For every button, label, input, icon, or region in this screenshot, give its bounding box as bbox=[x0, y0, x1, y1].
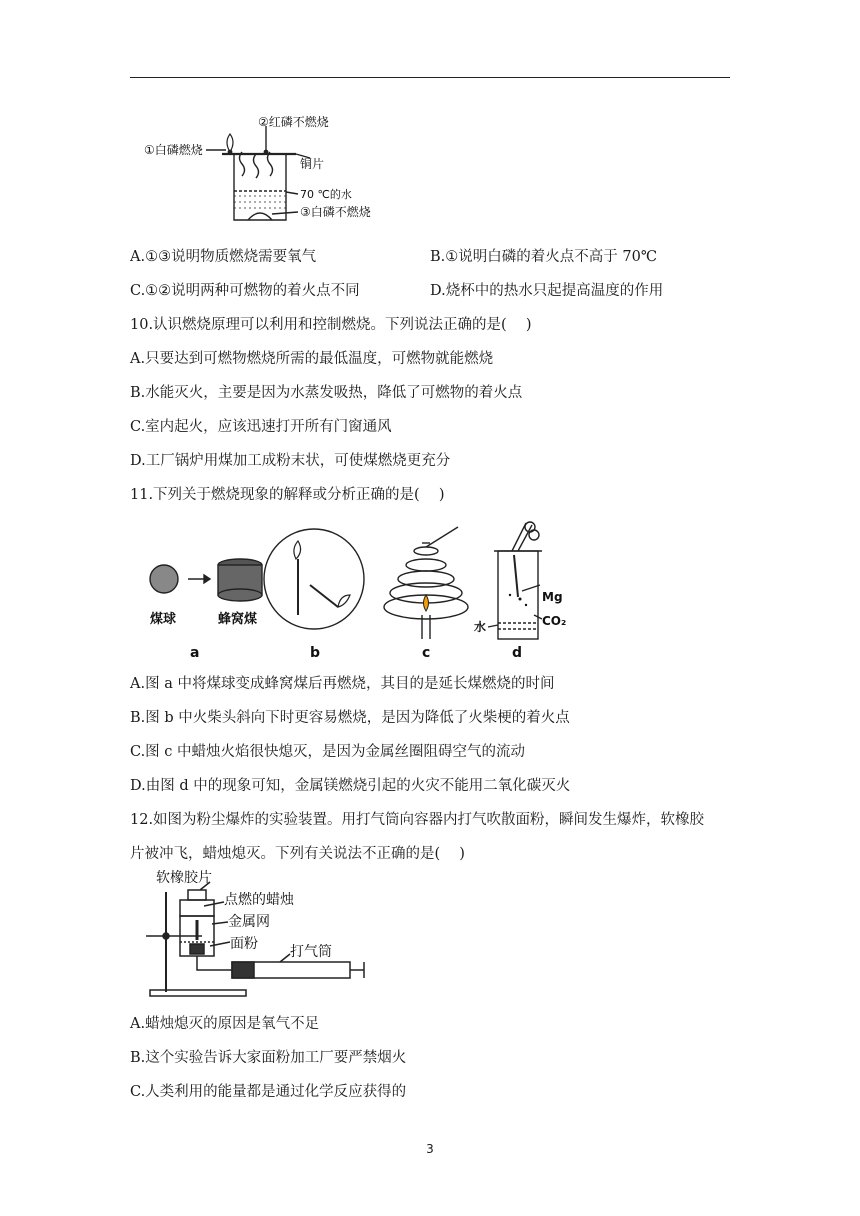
q12-option-c: C.人类利用的能量都是通过化学反应获得的 bbox=[130, 1084, 407, 1100]
q11-option-b: B.图 b 中火柴头斜向下时更容易燃烧，是因为降低了火柴梗的着火点 bbox=[130, 710, 570, 726]
q9-option-d: D.烧杯中的热水只起提高温度的作用 bbox=[430, 283, 664, 299]
q9-option-b: B.①说明白磷的着火点不高于 70℃ bbox=[430, 249, 658, 265]
q10-option-a: A.只要达到可燃物燃烧所需的最低温度，可燃物就能燃烧 bbox=[130, 351, 494, 367]
label-water: 水 bbox=[474, 620, 487, 634]
q12-option-a: A.蜡烛熄灭的原因是氧气不足 bbox=[130, 1016, 320, 1032]
q10-option-b: B.水能灭火，主要是因为水蒸发吸热，降低了可燃物的着火点 bbox=[130, 385, 523, 401]
q10-option-c: C.室内起火，应该迅速打开所有门窗通风 bbox=[130, 419, 392, 435]
figure-dust-explosion bbox=[140, 866, 370, 1000]
label-rubber-sheet: 软橡胶片 bbox=[156, 870, 212, 886]
figure-phosphorus-experiment bbox=[138, 112, 378, 228]
q9-option-c: C.①②说明两种可燃物的着火点不同 bbox=[130, 283, 360, 299]
q10-option-d: D.工厂锅炉用煤加工成粉末状，可使煤燃烧更充分 bbox=[130, 453, 451, 469]
label-honeycomb-coal: 蜂窝煤 bbox=[218, 612, 258, 627]
header-rule bbox=[130, 77, 730, 78]
label-co2: CO₂ bbox=[542, 614, 567, 628]
label-mg: Mg bbox=[542, 590, 563, 604]
page-number: 3 bbox=[426, 1142, 434, 1156]
q11-option-d: D.由图 d 中的现象可知，金属镁燃烧引起的火灾不能用二氧化碳灭火 bbox=[130, 778, 571, 794]
q11-option-c: C.图 c 中蜡烛火焰很快熄灭，是因为金属丝圈阻碍空气的流动 bbox=[130, 744, 526, 760]
figure-combustion-phenomena bbox=[138, 515, 578, 665]
q11-stem: 11.下列关于燃烧现象的解释或分析正确的是( ) bbox=[130, 487, 445, 503]
q12-stem-line-1: 12.如图为粉尘爆炸的实验装置。用打气筒向容器内打气吹散面粉，瞬间发生爆炸，软橡胶 bbox=[130, 812, 705, 828]
caption-b: b bbox=[310, 645, 321, 661]
q12-stem-line-2: 片被冲飞，蜡烛熄灭。下列有关说法不正确的是( ) bbox=[130, 846, 465, 862]
label-flour: 面粉 bbox=[230, 936, 258, 952]
label-metal-mesh: 金属网 bbox=[228, 914, 270, 930]
caption-d: d bbox=[512, 645, 523, 661]
q10-stem: 10.认识燃烧原理可以利用和控制燃烧。下列说法正确的是( ) bbox=[130, 317, 532, 333]
label-air-pump: 打气筒 bbox=[290, 944, 332, 960]
caption-a: a bbox=[190, 645, 200, 661]
label-underwater-phosphorus: ③白磷不燃烧 bbox=[300, 205, 371, 219]
q12-option-b: B.这个实验告诉大家面粉加工厂要严禁烟火 bbox=[130, 1050, 407, 1066]
label-hot-water: 70 ℃的水 bbox=[300, 188, 352, 201]
label-copper-plate: 铜片 bbox=[300, 157, 325, 171]
label-white-phosphorus-burns: ①白磷燃烧 bbox=[144, 143, 203, 157]
label-coal-ball: 煤球 bbox=[150, 612, 177, 627]
label-red-phosphorus: ②红磷不燃烧 bbox=[258, 115, 329, 129]
q11-option-a: A.图 a 中将煤球变成蜂窝煤后再燃烧，其目的是延长煤燃烧的时间 bbox=[130, 676, 555, 692]
q9-option-a: A.①③说明物质燃烧需要氧气 bbox=[130, 249, 317, 265]
caption-c: c bbox=[422, 645, 431, 661]
label-lit-candle: 点燃的蜡烛 bbox=[224, 892, 294, 908]
